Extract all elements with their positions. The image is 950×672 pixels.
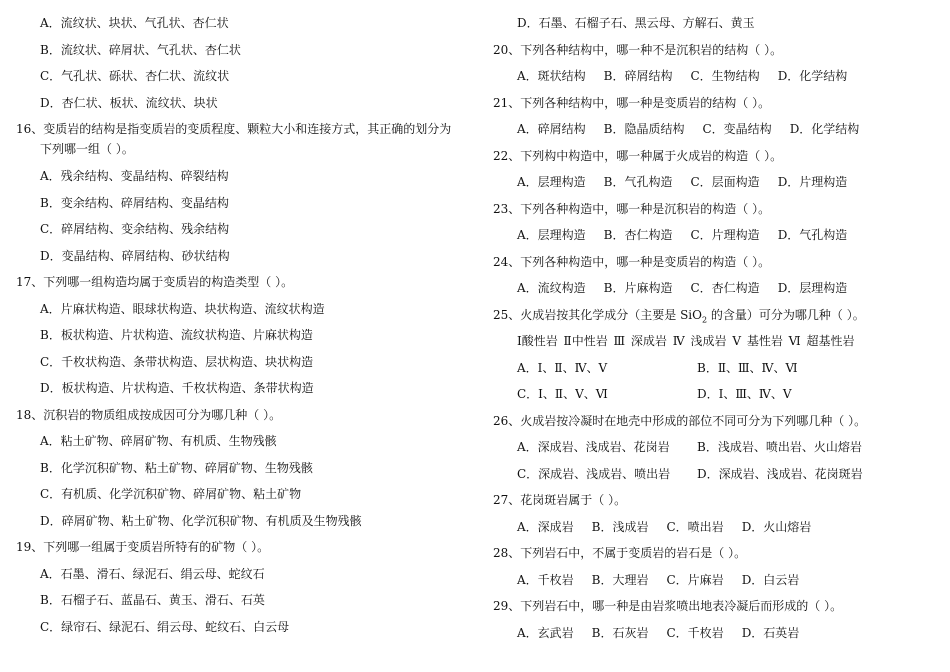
q19-option-d: D．石墨、石榴子石、黑云母、方解石、黄玉 [517, 16, 755, 30]
q17-option-c: C．千枚状构造、条带状构造、层状构造、块状构造 [40, 354, 314, 369]
right-column [493, 10, 933, 646]
q23-option-a: A．层理构造 [517, 228, 586, 242]
q28-stem: 28、下列岩石中，不属于变质岩的岩石是（ ）。 [493, 546, 747, 560]
q20-option-a: A．斑状结构 [517, 69, 586, 83]
q25-stem-before: 25、火成岩按其化学成分（主要是 SiO [493, 307, 702, 322]
q25-stem-subscript: 2 [701, 314, 708, 324]
q26-option-c: C．深成岩、浅成岩、喷出岩 [517, 466, 671, 481]
q29-stem: 29、下列岩石中，哪一种是由岩浆喷出地表冷凝后而形成的（ ）。 [493, 599, 843, 613]
q23-stem: 23、下列各种构造中，哪一种是沉积岩的构造（ ）。 [493, 201, 771, 216]
q25-option-b: B．Ⅱ、Ⅲ、Ⅳ、Ⅵ [697, 360, 798, 375]
q17-option-b: B．板状构造、片状构造、流纹状构造、片麻状构造 [40, 328, 313, 342]
q21-options [493, 116, 933, 143]
q22-option-c: C．层面构造 [690, 175, 760, 189]
q22-option-d: D．片理构造 [777, 175, 848, 189]
q29-option-c: C．千枚岩 [666, 625, 724, 640]
q19-option-c: C．绿帘石、绿泥石、绢云母、蛇纹石、白云母 [40, 619, 290, 634]
q27-stem: 27、花岗斑岩属于（ ）。 [493, 493, 627, 507]
q24-options [493, 275, 933, 302]
q25-options-row1 [493, 355, 933, 382]
q23-option-b: B．杏仁构造 [603, 228, 673, 242]
q16-option-b: B．变余结构、碎屑结构、变晶结构 [40, 195, 229, 210]
q17-option-d: D．板状构造、片状构造、千枚状构造、条带状构造 [40, 381, 314, 395]
q22-option-b: B．气孔构造 [603, 175, 673, 189]
q28-options [493, 567, 933, 594]
q23-options [493, 222, 933, 249]
q20-stem: 20、下列各种结构中，哪一种不是沉积岩的结构（ ）。 [493, 42, 783, 57]
q19-option-a: A．石墨、滑石、绿泥石、绢云母、蛇纹石 [40, 566, 265, 581]
q26-stem: 26、火成岩按冷凝时在地壳中形成的部位不同可分为下列哪几种（ ）。 [493, 413, 867, 428]
q20-option-d: D．化学结构 [777, 69, 848, 83]
q25-options-row2 [493, 381, 933, 408]
q24-option-b: B．片麻构造 [603, 281, 673, 295]
q19-option-b: B．石榴子石、蓝晶石、黄玉、滑石、石英 [40, 593, 265, 607]
q23-option-d: D．气孔构造 [777, 228, 848, 242]
q28-option-d: D．白云岩 [741, 572, 800, 587]
q17-stem: 17、下列哪一组构造均属于变质岩的构造类型（ ）。 [16, 275, 294, 289]
q16-option-a: A．残余结构、变晶结构、碎裂结构 [40, 169, 229, 183]
q21-option-c: C．变晶结构 [702, 122, 772, 136]
q28-option-c: C．片麻岩 [666, 572, 724, 587]
q22-stem: 22、下列构中构造中，哪一种属于火成岩的构造（ ）。 [493, 148, 783, 163]
q28-option-a: A．千枚岩 [517, 572, 574, 587]
q17-option-a: A．片麻状构造、眼球状构造、块状构造、流纹状构造 [40, 301, 325, 316]
q26-options-row1 [493, 434, 933, 461]
q27-option-c: C．喷出岩 [666, 519, 724, 534]
q18-option-c: C．有机质、化学沉积矿物、碎屑矿物、粘土矿物 [40, 487, 302, 501]
q29-option-b: B．石灰岩 [591, 625, 649, 640]
q15-option-a: A．流纹状、块状、气孔状、杏仁状 [40, 16, 229, 30]
left-column [16, 10, 462, 640]
q27-option-a: A．深成岩 [517, 519, 574, 534]
q21-option-d: D．化学结构 [789, 122, 860, 136]
q24-option-d: D．层理构造 [777, 281, 848, 295]
q27-option-b: B．浅成岩 [591, 519, 649, 534]
q25-roman-list: Ⅰ酸性岩 Ⅱ中性岩 Ⅲ 深成岩 Ⅳ 浅成岩 Ⅴ 基性岩 Ⅵ 超基性岩 [517, 334, 855, 348]
q29-options [493, 620, 933, 647]
q19-stem: 19、下列哪一组属于变质岩所特有的矿物（ ）。 [16, 540, 270, 554]
q23-option-c: C．片理构造 [690, 228, 760, 242]
q29-option-a: A．玄武岩 [517, 625, 574, 640]
q26-option-a: A．深成岩、浅成岩、花岗岩 [517, 440, 670, 454]
q20-options [493, 63, 933, 90]
q18-option-d: D．碎屑矿物、粘土矿物、化学沉积矿物、有机质及生物残骸 [40, 513, 362, 528]
q26-option-d: D．深成岩、浅成岩、花岗斑岩 [697, 466, 863, 481]
q18-option-a: A．粘土矿物、碎屑矿物、有机质、生物残骸 [40, 434, 277, 448]
q25-stem-after: 的含量）可分为哪几种（ ）。 [707, 307, 865, 322]
q20-option-c: C．生物结构 [690, 69, 760, 83]
q21-stem: 21、下列各种结构中，哪一种是变质岩的结构（ ）。 [493, 95, 771, 110]
q28-option-b: B．大理岩 [591, 572, 649, 587]
q16-stem: 16、变质岩的结构是指变质岩的变质程度、颗粒大小和连接方式，其正确的划分为下列哪一组（ ）。 [16, 122, 452, 156]
q15-option-b: B．流纹状、碎屑状、气孔状、杏仁状 [40, 42, 241, 57]
q25-option-c: C．Ⅰ、Ⅱ、Ⅴ、Ⅵ [517, 387, 608, 401]
q24-option-c: C．杏仁构造 [690, 281, 760, 295]
q15-option-c: C．气孔状、砾状、杏仁状、流纹状 [40, 69, 230, 83]
q16-option-d: D．变晶结构、碎屑结构、砂状结构 [40, 248, 230, 263]
q27-option-d: D．火山熔岩 [741, 519, 812, 534]
q22-options [493, 169, 933, 196]
q18-stem: 18、沉积岩的物质组成按成因可分为哪几种（ ）。 [16, 407, 282, 422]
q21-option-a: A．碎屑结构 [517, 122, 586, 136]
q25-option-a: A．Ⅰ、Ⅱ、Ⅳ、Ⅴ [517, 360, 608, 375]
q22-option-a: A．层理构造 [517, 175, 586, 189]
q26-options-row2 [493, 461, 933, 488]
q20-option-b: B．碎屑结构 [603, 69, 673, 83]
q18-option-b: B．化学沉积矿物、粘土矿物、碎屑矿物、生物残骸 [40, 460, 313, 475]
q26-option-b: B．浅成岩、喷出岩、火山熔岩 [697, 440, 862, 454]
q15-option-d: D．杏仁状、板状、流纹状、块状 [40, 95, 218, 110]
q27-options [493, 514, 933, 541]
q21-option-b: B．隐晶质结构 [603, 122, 685, 136]
q29-option-d: D．石英岩 [741, 625, 800, 640]
q25-option-d: D．Ⅰ、Ⅲ、Ⅳ、Ⅴ [697, 387, 792, 401]
q24-stem: 24、下列各种构造中，哪一种是变质岩的构造（ ）。 [493, 254, 771, 269]
q25-stem [493, 302, 933, 329]
q24-option-a: A．流纹构造 [517, 281, 586, 295]
q16-option-c: C．碎屑结构、变余结构、残余结构 [40, 222, 230, 236]
